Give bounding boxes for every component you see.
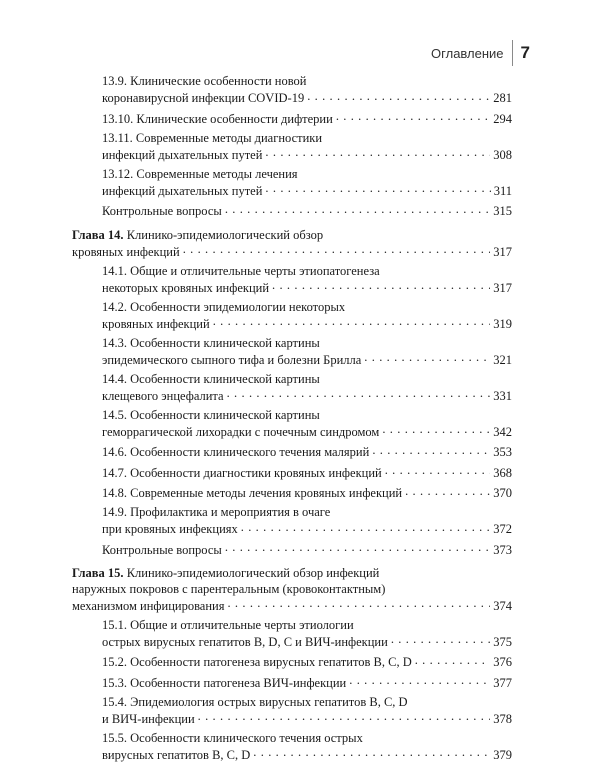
dot-leader (415, 654, 491, 667)
entry-page-number: 308 (493, 147, 512, 162)
toc-section-entry[interactable] (72, 131, 512, 164)
entry-final-line (102, 146, 512, 163)
entry-page-number: 379 (493, 747, 512, 762)
dot-leader (265, 146, 490, 159)
entry-final-line (102, 674, 512, 691)
entry-page-number: 317 (493, 280, 512, 295)
toc-section-entry[interactable] (72, 372, 512, 405)
entry-title-text: 15.3. Особенности патогенеза ВИЧ-инфекции (102, 675, 347, 690)
entry-page-number: 373 (493, 542, 512, 557)
entry-page-number: 281 (493, 91, 512, 105)
toc-chapter-entry[interactable] (72, 566, 512, 614)
entry-title-line: наружных покровов с парентеральным (кровоконтактным) (72, 581, 386, 596)
entry-title-text: и ВИЧ-инфекции (102, 711, 195, 726)
entry-final-line (102, 423, 512, 440)
entry-final-line (102, 444, 512, 461)
entry-final-line (102, 90, 512, 107)
entry-final-line (102, 710, 512, 727)
dot-leader (253, 746, 490, 759)
dot-leader (372, 444, 490, 457)
entry-page-number: 375 (493, 634, 512, 649)
table-of-contents (72, 74, 512, 767)
entry-final-line (102, 351, 512, 368)
dot-leader (225, 541, 490, 554)
dot-leader (307, 90, 490, 103)
entry-title-line: 13.12. Современные методы лечения (102, 166, 298, 181)
entry-title-text: при кровяных инфекциях (102, 522, 238, 536)
toc-section-entry[interactable] (72, 541, 512, 558)
chapter-heading-line (72, 228, 512, 244)
entry-page-number: 368 (493, 465, 512, 480)
dot-leader (385, 464, 491, 477)
entry-final-line (102, 315, 512, 332)
entry-page-number: 294 (493, 111, 512, 126)
entry-title-text: острых вирусных гепатитов В, D, С и ВИЧ-инфекции (102, 634, 388, 649)
toc-section-entry[interactable] (72, 444, 512, 461)
entry-title-line: 13.11. Современные методы диагностики (102, 130, 323, 145)
dot-leader (349, 674, 490, 687)
entry-title-text: кровяных инфекций (102, 316, 210, 331)
dot-leader (405, 485, 490, 498)
toc-section-entry[interactable] (72, 731, 512, 764)
entry-final-line (102, 182, 512, 199)
entry-page-number: 376 (493, 655, 512, 669)
entry-page-number: 377 (493, 675, 512, 690)
entry-final-line (72, 243, 512, 260)
running-header (431, 40, 530, 66)
toc-section-entry[interactable] (72, 654, 512, 671)
entry-title-line: 13.9. Клинические особенности новой (102, 74, 307, 88)
dot-leader (198, 710, 491, 723)
entry-page-number: 311 (493, 183, 512, 198)
entry-title-text: клещевого энцефалита (102, 388, 224, 403)
entry-title-line: 14.9. Профилактика и мероприятия в очаге (102, 505, 331, 519)
entry-title-line: 15.5. Особенности клинического течения острых (102, 730, 363, 745)
dot-leader (225, 203, 490, 216)
entry-final-line (102, 485, 512, 502)
entry-title-text: механизмом инфицирования (72, 598, 225, 613)
entry-page-number: 342 (493, 424, 512, 439)
entry-final-line (102, 279, 512, 296)
entry-title-text: 14.7. Особенности диагностики кровяных инфекций (102, 465, 382, 480)
dot-leader (227, 597, 490, 610)
entry-title-text: Контрольные вопросы (102, 204, 222, 218)
entry-final-line (102, 654, 512, 671)
entry-final-line (102, 541, 512, 558)
entry-final-line (102, 387, 512, 404)
entry-page-number: 321 (493, 352, 512, 367)
toc-section-entry[interactable] (72, 464, 512, 481)
entry-title-line: 14.5. Особенности клинической картины (102, 407, 320, 422)
dot-leader (265, 182, 490, 195)
chapter-label: Глава 15. (72, 566, 124, 580)
entry-page-number: 319 (493, 316, 512, 331)
entry-title-text: геморрагической лихорадки с почечным синдромом (102, 424, 380, 439)
entry-final-line (102, 203, 512, 220)
entry-title-line: 14.4. Особенности клинической картины (102, 371, 320, 386)
toc-section-entry[interactable] (72, 618, 512, 651)
entry-title-text: 13.10. Клинические особенности дифтерии (102, 111, 333, 126)
toc-section-entry[interactable] (72, 695, 512, 728)
entry-title-text: инфекций дыхательных путей (102, 147, 263, 162)
dot-leader (364, 351, 490, 364)
entry-title-text: Контрольные вопросы (102, 542, 222, 557)
toc-section-entry[interactable] (72, 300, 512, 333)
entry-page-number: 370 (493, 486, 512, 500)
toc-section-entry[interactable] (72, 674, 512, 691)
entry-title-line: 15.4. Эпидемиология острых вирусных гепатитов В, С, D (102, 694, 408, 709)
toc-section-entry[interactable] (72, 74, 512, 107)
entry-title-text: коронавирусной инфекции COVID-19 (102, 91, 305, 105)
toc-section-entry[interactable] (72, 408, 512, 441)
entry-title-text: кровяных инфекций (72, 244, 180, 259)
entry-final-line (102, 110, 512, 127)
dot-leader (213, 315, 491, 328)
entry-page-number: 378 (493, 711, 512, 726)
entry-title-text: 14.6. Особенности клинического течения малярий (102, 445, 370, 459)
entry-title-text: инфекций дыхательных путей (102, 183, 263, 198)
dot-leader (382, 423, 490, 436)
entry-title-line: 14.2. Особенности эпидемиологии некоторых (102, 299, 346, 314)
dot-leader (183, 243, 491, 256)
entry-final-line (102, 633, 512, 650)
entry-page-number: 317 (493, 244, 512, 259)
entry-final-line (102, 521, 512, 538)
toc-section-entry[interactable] (72, 485, 512, 502)
toc-chapter-entry[interactable] (72, 228, 512, 261)
toc-section-entry[interactable] (72, 336, 512, 369)
toc-section-entry[interactable] (72, 203, 512, 220)
entry-title-line: 14.3. Особенности клинической картины (102, 335, 320, 350)
entry-page-number: 372 (493, 522, 512, 536)
dot-leader (241, 521, 490, 534)
toc-section-entry[interactable] (72, 110, 512, 127)
entry-final-line (102, 746, 512, 763)
page-number: 7 (520, 43, 530, 62)
dot-leader (391, 633, 490, 646)
entry-page-number: 374 (493, 598, 512, 613)
entry-page-number: 315 (493, 204, 512, 218)
running-header-title: Оглавление (431, 45, 504, 61)
chapter-label: Глава 14. (72, 227, 124, 242)
header-divider (512, 40, 513, 66)
entry-title-line: 14.1. Общие и отличительные черты этиопатогенеза (102, 263, 380, 278)
entry-title-text: эпидемического сыпного тифа и болезни Брилла (102, 352, 362, 367)
dot-leader (272, 279, 490, 292)
toc-section-entry[interactable] (72, 167, 512, 200)
toc-section-entry[interactable] (72, 264, 512, 297)
dot-leader (336, 110, 490, 123)
entry-title-text: некоторых кровяных инфекций (102, 280, 270, 295)
entry-title-text: вирусных гепатитов В, С, D (102, 747, 251, 762)
entry-title-line: 15.1. Общие и отличительные черты этиологии (102, 617, 354, 632)
entry-page-number: 353 (493, 445, 512, 459)
entry-title-text: 15.2. Особенности патогенеза вирусных гепатитов В, С, D (102, 655, 412, 669)
toc-section-entry[interactable] (72, 505, 512, 538)
chapter-title-text: Клинико-эпидемиологический обзор инфекций (126, 566, 380, 580)
entry-final-line (102, 464, 512, 481)
entry-title-text: 14.8. Современные методы лечения кровяных инфекций (102, 486, 403, 500)
entry-page-number: 331 (493, 388, 512, 403)
chapter-title-text: Клинико-эпидемиологический обзор (126, 227, 324, 242)
dot-leader (227, 387, 491, 400)
chapter-heading-line (72, 566, 512, 582)
entry-final-line (72, 597, 512, 614)
